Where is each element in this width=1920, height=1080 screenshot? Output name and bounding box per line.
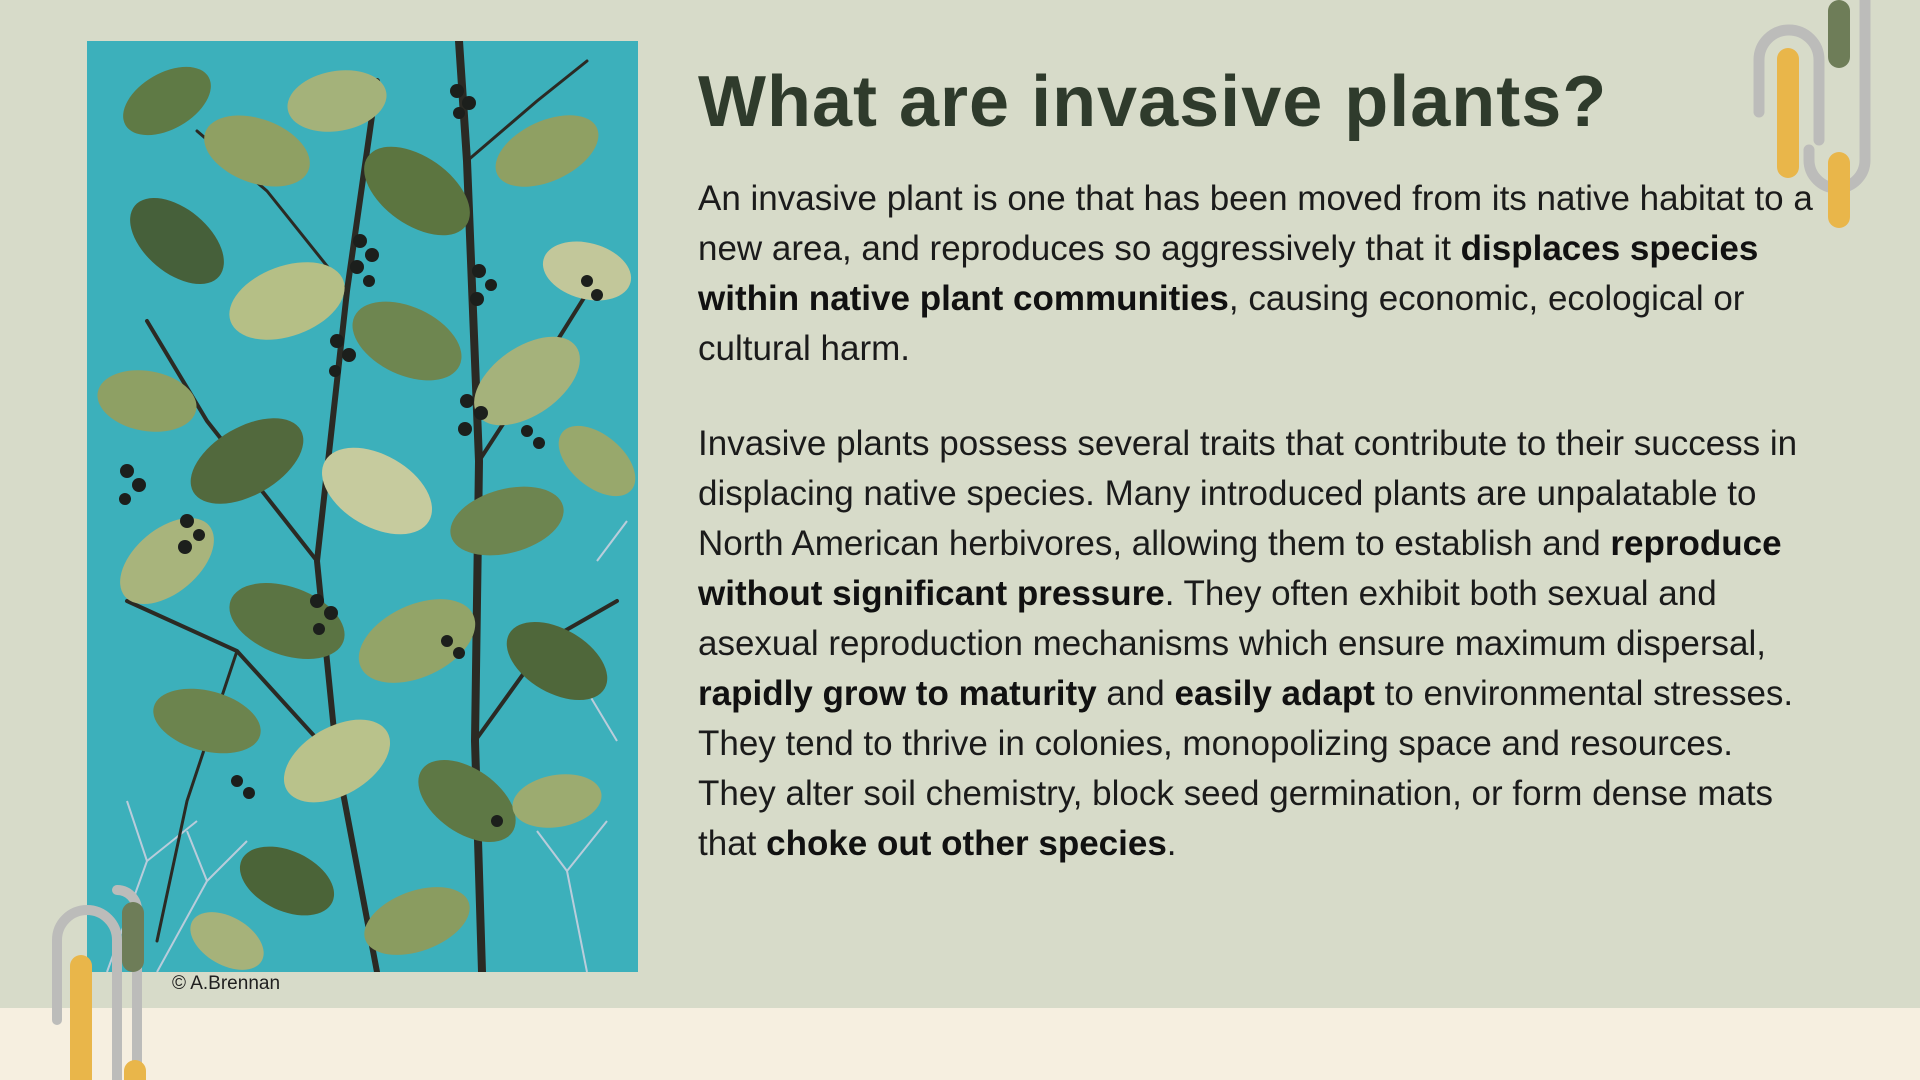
paragraph-text: Invasive plants possess several traits that contribute to their success in displacing native species. Many introduced plants are unpalatable to North American herbivores, allowing them to establish and [698,424,1798,563]
slide-title: What are invasive plants? [698,62,1608,142]
paragraph-text: and [1096,674,1175,713]
photo-credit: © A.Brennan [172,973,281,994]
traits-paragraph [698,419,1818,869]
emphasis-text: reproduce without significant pressure [698,524,1782,613]
bottom-left-decoration [40,870,180,1080]
paragraph-text: . They often exhibit both sexual and asexual reproduction mechanisms which ensure maximum dispersal, [698,574,1766,663]
emphasis-text: displaces species within native plant communities [698,229,1759,318]
bottom-band [0,1008,1920,1080]
paragraph-text: , causing economic, ecological or cultural harm. [698,279,1745,368]
emphasis-text: rapidly grow to maturity [698,674,1097,713]
plant-illustration [87,41,638,972]
emphasis-text: choke out other species [766,824,1167,863]
paragraph-text: to environmental stresses. They tend to thrive in colonies, monopolizing space and resources. They alter soil chemistry, block seed germination, or form dense mats that [698,674,1794,863]
definition-paragraph [698,174,1818,374]
invasive-plant-photo [87,41,638,972]
top-right-decoration [1745,0,1895,240]
emphasis-text: easily adapt [1174,674,1375,713]
paragraph-text: An invasive plant is one that has been moved from its native habitat to a new area, and reproduces so aggressively that it [698,179,1813,268]
paragraph-text: . [1166,824,1177,863]
